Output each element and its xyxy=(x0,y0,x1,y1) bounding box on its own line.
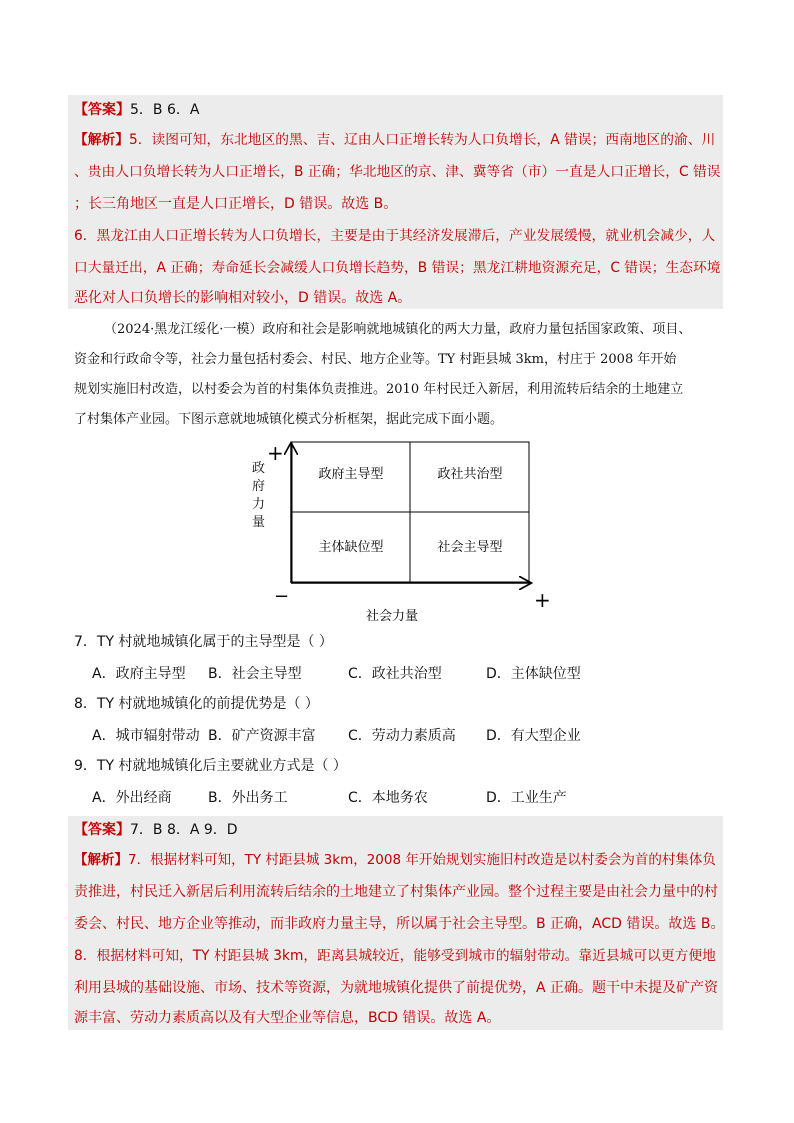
analysis2-line-5: 利用县城的基础设施、市场、技术等资源，为就地城镇化提供了前提优势，A 正确。题干中未提及矿产资 xyxy=(74,980,719,996)
question-8-option-b[interactable]: B．矿产资源丰富 xyxy=(208,728,316,744)
analysis2-line-6: 源丰富、劳动力素质高以及有大型企业等信息，BCD 错误。故选 A。 xyxy=(74,1010,501,1026)
answer-text: 5．B 6．A xyxy=(130,102,200,118)
cell-subject-absent: 主体缺位型 xyxy=(318,540,384,555)
diagram-svg xyxy=(240,432,570,632)
question-7-option-b[interactable]: B．社会主导型 xyxy=(208,666,302,682)
cell-government-led: 政府主导型 xyxy=(318,467,384,482)
analysis2-line-2: 责推进，村民迁入新居后利用流转后结余的土地建立了村集体产业园。整个过程主要是由社会力量中的村 xyxy=(74,884,718,900)
question-7-stem: 7．TY 村就地城镇化属于的主导型是（ ） xyxy=(74,634,333,650)
analysis-line-6: 恶化对人口负增长的影响相对较小，D 错误。故选 A。 xyxy=(74,290,412,306)
question-7-option-a[interactable]: A．政府主导型 xyxy=(92,666,186,682)
y-plus-symbol: + xyxy=(267,441,284,465)
analysis-line-1 xyxy=(74,130,715,150)
y-axis-label: 政府力量 xyxy=(252,461,266,530)
x-axis-label: 社会力量 xyxy=(365,609,419,624)
question-9-option-a[interactable]: A．外出经商 xyxy=(92,790,172,806)
answer-label-2: 【答案】 xyxy=(74,822,130,838)
analysis-line-3: ；长三角地区一直是人口正增长，D 错误。故选 B。 xyxy=(74,196,398,212)
analysis2-line-4: 8．根据材料可知，TY 村距县城 3km，距离县城较近，能够受到城市的辐射带动。靠近县城可以更方便地 xyxy=(74,948,716,964)
question-7-option-c[interactable]: C．政社共治型 xyxy=(348,666,442,682)
material-line-2: 资金和行政命令等，社会力量包括村委会、村民、地方企业等。TY 村距县城 3km，村庄于 2008 年开始 xyxy=(74,352,677,367)
analysis2-line-3: 委会、村民、地方企业等推动，而非政府力量主导，所以属于社会主导型。B 正确，ACD 错误。故选 B。 xyxy=(74,916,725,932)
material-line-1: （2024·黑龙江绥化·一模）政府和社会是影响就地城镇化的两大力量，政府力量包括国家政策、项目、 xyxy=(104,322,692,337)
origin-minus-symbol: − xyxy=(274,586,290,607)
cell-co-governance: 政社共治型 xyxy=(437,467,503,482)
material-line-3: 规划实施旧村改造，以村委会为首的村集体负责推进。2010 年村民迁入新居，利用流转后结余的土地建立 xyxy=(74,382,684,397)
cell-society-led: 社会主导型 xyxy=(437,540,503,555)
x-plus-symbol: + xyxy=(534,588,551,612)
answer-line-2 xyxy=(74,820,238,840)
question-8-option-a[interactable]: A．城市辐射带动 xyxy=(92,728,200,744)
question-9-option-b[interactable]: B．外出务工 xyxy=(208,790,288,806)
answer-label: 【答案】 xyxy=(74,102,130,118)
question-9-option-c[interactable]: C．本地务农 xyxy=(348,790,428,806)
material-line-4: 了村集体产业园。下图示意就地城镇化模式分析框架，据此完成下面小题。 xyxy=(74,412,504,427)
question-8-stem: 8．TY 村就地城镇化的前提优势是（ ） xyxy=(74,696,319,712)
analysis-label: 【解析】 xyxy=(74,132,130,148)
analysis-line-4: 6．黑龙江由人口正增长转为人口负增长，主要是由于其经济发展滞后，产业发展缓慢，就业机会减少，人 xyxy=(74,228,716,244)
analysis-line-2: 、贵由人口负增长转为人口正增长，B 正确；华北地区的京、津、冀等省（市）一直是人口正增长，C 错误 xyxy=(74,164,721,180)
analysis-label-2: 【解析】 xyxy=(74,852,128,868)
analysis-line-5: 口大量迁出，A 正确；寿命延长会减缓人口负增长趋势，B 错误；黑龙江耕地资源充足，C 错误；生态环境 xyxy=(74,260,721,276)
question-9-option-d[interactable]: D．工业生产 xyxy=(486,790,567,806)
analysis2-text: 7．根据材料可知，TY 村距县城 3km，2008 年开始规划实施旧村改造是以村委会为首的村集体负 xyxy=(128,852,716,868)
urbanization-diagram xyxy=(240,432,570,632)
question-7-option-d[interactable]: D．主体缺位型 xyxy=(486,666,581,682)
answer-line-1 xyxy=(74,100,199,120)
question-8-option-c[interactable]: C．劳动力素质高 xyxy=(348,728,456,744)
question-9-stem: 9．TY 村就地城镇化后主要就业方式是（ ） xyxy=(74,758,347,774)
answer-text-2: 7．B 8．A 9．D xyxy=(130,822,238,838)
analysis-text: 5．读图可知，东北地区的黑、吉、辽由人口正增长转为人口负增长，A 错误；西南地区的渝、川 xyxy=(129,132,716,148)
analysis2-line-1 xyxy=(74,850,716,870)
question-8-option-d[interactable]: D．有大型企业 xyxy=(486,728,581,744)
